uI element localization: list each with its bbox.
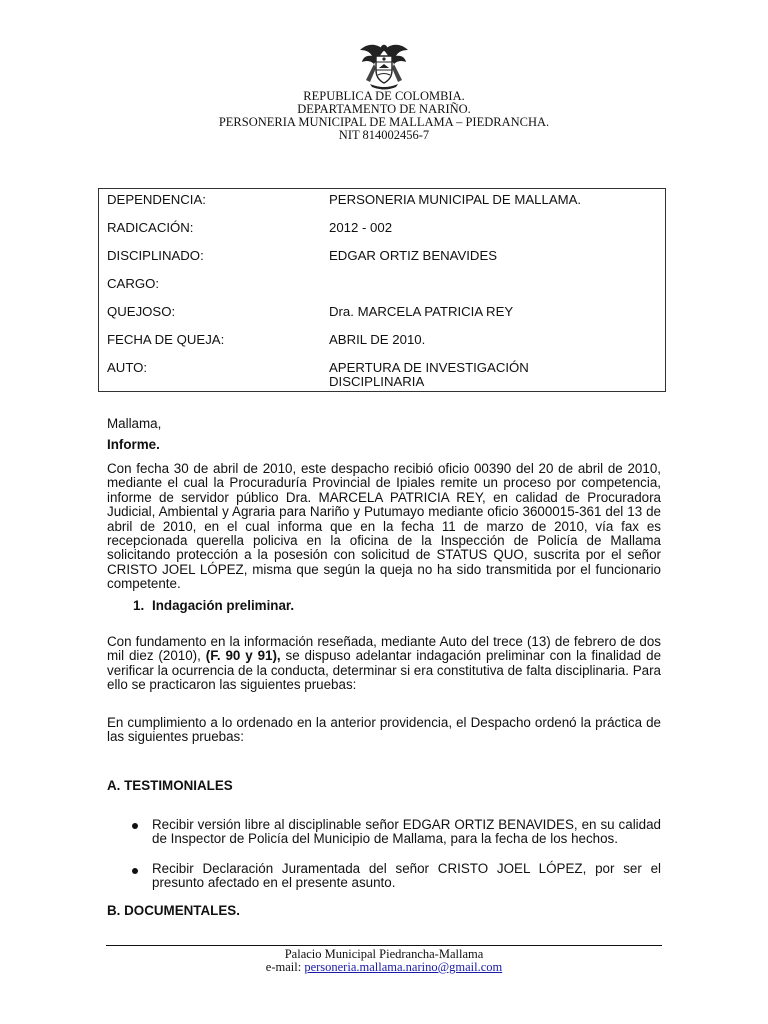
section-1-number: 1. [133, 598, 145, 613]
footer-divider [106, 945, 662, 946]
header-department: DEPARTAMENTO DE NARIÑO. [297, 102, 471, 116]
bullet-icon [132, 868, 138, 874]
paragraph-informe: Con fecha 30 de abril de 2010, este despacho recibió oficio 00390 del 20 de abril de 2010, mediante el cual la Procuraduría Provincial de Ipiales remite un proceso por competencia, informe de servidor público Dra. MARCELA PATRICIA REY, en calidad de Procuradora Judicial, Ambiental y Agraria para Nariño y Putumayo mediante oficio 3600015-361 del 13 de abril de 2010, en el cual informa que en la fecha 11 de marzo de 2010, vía fax es recepcionada querella policiva en la oficina de la Inspección de Policía de Mallama solicitando protección a la posesión con solicitud de STATUS QUO, suscrita por el señor CRISTO JOEL LÓPEZ, misma que según la queja no ha sido transmitida por el funcionario competente. [107, 461, 661, 592]
footer-email-link[interactable]: personeria.mallama.narino@gmail.com [304, 960, 503, 974]
letterhead [0, 90, 768, 142]
paragraph-indagacion [107, 635, 661, 693]
coat-of-arms-icon [358, 40, 410, 90]
paragraph-cumplimiento: En cumplimiento a lo ordenado en la anterior providencia, el Despacho ordenó la práctica de las siguientes pruebas: [107, 715, 661, 745]
bullet-icon [132, 823, 138, 829]
informe-heading: Informe. [107, 437, 160, 452]
header-nit: NIT 814002456-7 [338, 128, 430, 142]
para2-text-a: Con fundamento en la información reseñada, mediante Auto del trece (13) de febrero de dos mil diez (2010), [107, 634, 661, 664]
folio-reference: (F. 90 y 91), [205, 648, 281, 664]
footer-email-label: e-mail: [265, 960, 302, 974]
place-line: Mallama, [107, 416, 162, 431]
section-b-heading: B. DOCUMENTALES. [107, 903, 240, 918]
section-a-heading: A. TESTIMONIALES [107, 778, 233, 793]
section-1-title: Indagación preliminar. [152, 598, 295, 613]
footer-email-line [0, 961, 768, 974]
header-country: REPUBLICA DE COLOMBIA. [303, 89, 465, 103]
footer [0, 948, 768, 974]
para2-text-b: se dispuso adelantar indagación preliminar con la finalidad de verificar la ocurrencia de la conducta, determinar si era constitutiva de falta disciplinaria. Para ello se practicaron las siguientes pruebas: [107, 648, 662, 693]
list-item: Recibir Declaración Juramentada del señor CRISTO JOEL LÓPEZ, por ser el presunto afectado en el presente asunto. [152, 861, 661, 891]
footer-address: Palacio Municipal Piedrancha-Mallama [284, 947, 484, 961]
header-institution: PERSONERIA MUNICIPAL DE MALLAMA – PIEDRANCHA. [218, 115, 550, 129]
list-item: Recibir versión libre al disciplinable señor EDGAR ORTIZ BENAVIDES, en su calidad de Inspector de Policía del Municipio de Mallama, para la fecha de los hechos. [152, 817, 661, 847]
case-info-table: DEPENDENCIA: PERSONERIA MUNICIPAL DE MALLAMA. RADICACIÓN: 2012 - 002 DISCIPLINADO: EDGAR ORTIZ BENAVIDES CARGO: QUEJOSO: Dra. MARCELA PATRICIA REY FECHA DE QUEJA: ABRIL DE 2010. AUTO: APERTURA DE INVESTIGACIÓN DISCIPLINARIA [98, 188, 666, 392]
